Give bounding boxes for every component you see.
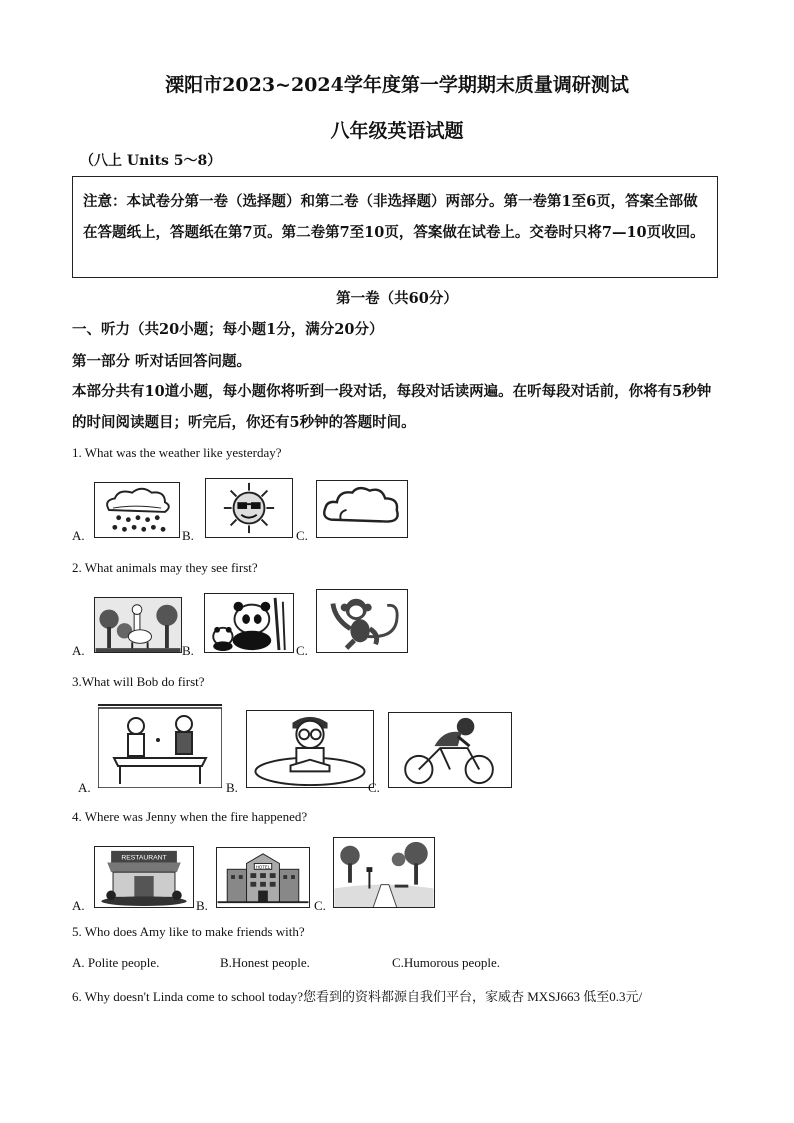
q5-choice-a: A. Polite people. <box>72 955 160 970</box>
q5-choice-c: C.Humorous people. <box>392 955 500 970</box>
sunny-picture <box>205 478 293 538</box>
q4-option-a: A. <box>72 898 85 913</box>
notice-box: 注意：本试卷分第一卷（选择题）和第二卷（非选择题）两部分。第一卷第1至6页，答案全部做在答题纸上，答题纸在第7页。第二卷第7至10页，答案做在试卷上。交卷时只将7—10页收回。 <box>72 176 718 278</box>
panda-picture <box>204 593 294 653</box>
ping-pong-picture <box>98 704 222 788</box>
q4-option-c: C. <box>314 898 326 913</box>
cloudy-picture <box>316 480 408 538</box>
q3-option-a: A. <box>78 780 91 795</box>
question-6: 6. Why doesn't Linda come to school today?您看到的资料都源自我们平台，家威杏 MXSJ663 低至0.3元/ <box>72 989 643 1004</box>
hotel-sign: HOTEL <box>255 864 271 870</box>
question-4: 4. Where was Jenny when the fire happened? <box>72 809 308 824</box>
q1-option-c: C. <box>296 528 308 543</box>
rainy-picture <box>94 482 180 538</box>
question-5: 5. Who does Amy like to make friends with? <box>72 924 305 939</box>
q2-option-b: B. <box>182 643 194 658</box>
q3-option-b: B. <box>226 780 238 795</box>
q2-option-a: A. <box>72 643 85 658</box>
units-range: （八上 Units 5～8） <box>80 153 222 169</box>
part-title: 第一部分 听对话回答问题。 <box>72 353 252 370</box>
park-picture <box>333 837 435 908</box>
section-title: 一、听力（共20小题；每小题1分，满分20分） <box>72 321 384 338</box>
question-1: 1. What was the weather like yesterday? <box>72 445 282 460</box>
boy-reading-picture <box>246 710 374 788</box>
q5-choice-b: B.Honest people. <box>220 955 310 970</box>
part-intro: 本部分共有10道小题，每小题你将听到一段对话，每段对话读两遍。在听每段对话前，你将有5秒钟的时间阅读题目；听完后，你还有5秒钟的答题时间。 <box>72 383 712 431</box>
volume-title: 第一卷（共60分） <box>336 290 458 307</box>
exam-subtitle: 八年级英语试题 <box>330 120 464 142</box>
restaurant-picture <box>94 846 194 908</box>
monkey-picture <box>316 589 408 653</box>
q1-option-b: B. <box>182 528 194 543</box>
q3-option-c: C. <box>368 780 380 795</box>
exam-title: 溧阳市2023~2024学年度第一学期期末质量调研测试 <box>165 74 629 96</box>
giraffe-picture <box>94 597 182 653</box>
hotel-picture <box>216 847 310 908</box>
q2-option-c: C. <box>296 643 308 658</box>
cycling-picture <box>388 712 512 788</box>
q1-option-a: A. <box>72 528 85 543</box>
question-2: 2. What animals may they see first? <box>72 560 258 575</box>
question-3: 3.What will Bob do first? <box>72 674 205 689</box>
q4-option-b: B. <box>196 898 208 913</box>
restaurant-sign: RESTAURANT <box>121 854 167 862</box>
